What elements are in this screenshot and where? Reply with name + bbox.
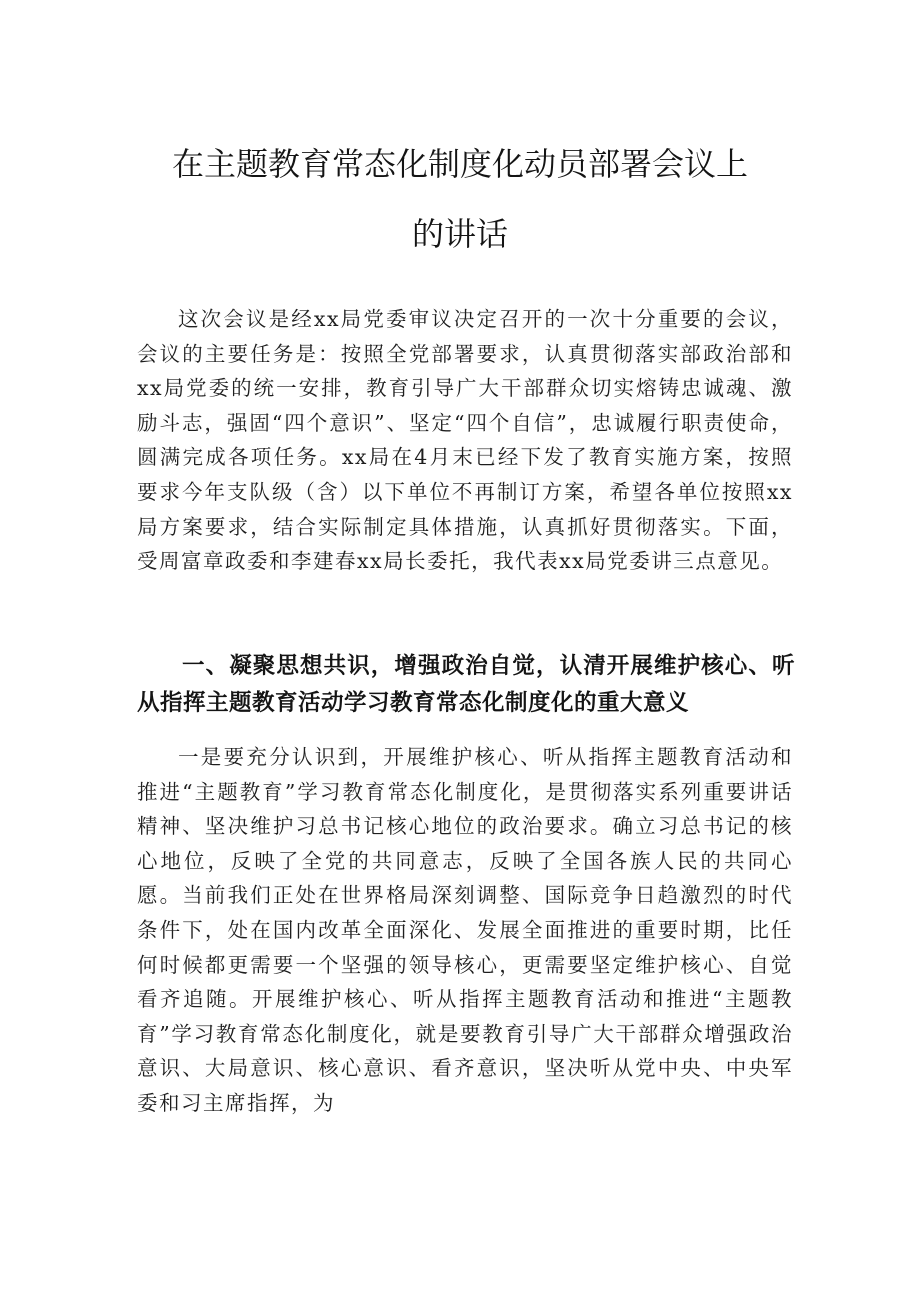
section-heading-1: 一、凝聚思想共识，增强政治自觉，认清开展维护核心、听从指挥主题教育活动学习教育常态化制度化的重大意义: [137, 653, 795, 716]
document-title-line-1: 在主题教育常态化制度化动员部署会议上: [171, 145, 748, 183]
document-title-line-2: 的讲话: [411, 215, 508, 253]
section-1-paragraph: 一是要充分认识到，开展维护核心、听从指挥主题教育活动和推进“主题教育”学习教育常态化制度化，是贯彻落实系列重要讲话精神、坚决维护习总书记核心地位的政治要求。确立习总书记的核心地位，反映了全党的共同意志，反映了全国各族人民的共同心愿。当前我们正处在世界格局深刻调整、国际竞争日趋激烈的时代条件下，处在国内改革全面深化、发展全面推进的重要时期，比任何时候都更需要一个坚强的领导核心，更需要坚定维护核心、自觉看齐追随。开展维护核心、听从指挥主题教育活动和推进“主题教育”学习教育常态化制度化，就是要教育引导广大干部群众增强政治意识、大局意识、核心意识、看齐意识，坚决听从党中央、中央军委和习主席指挥，为: [137, 745, 793, 1115]
intro-paragraph: 这次会议是经xx局党委审议决定召开的一次十分重要的会议，会议的主要任务是：按照全党部署要求，认真贯彻落实部政治部和xx局党委的统一安排，教育引导广大干部群众切实熔铸忠诚魂、激励斗志，强固“四个意识”、坚定“四个自信”，忠诚履行职责使命，圆满完成各项任务。xx局在4月末已经下发了教育实施方案，按照要求今年支队级（含）以下单位不再制订方案，希望各单位按照xx局方案要求，结合实际制定具体措施，认真抓好贯彻落实。下面，受周富章政委和李建春xx局长委托，我代表xx局党委讲三点意见。: [137, 307, 793, 574]
